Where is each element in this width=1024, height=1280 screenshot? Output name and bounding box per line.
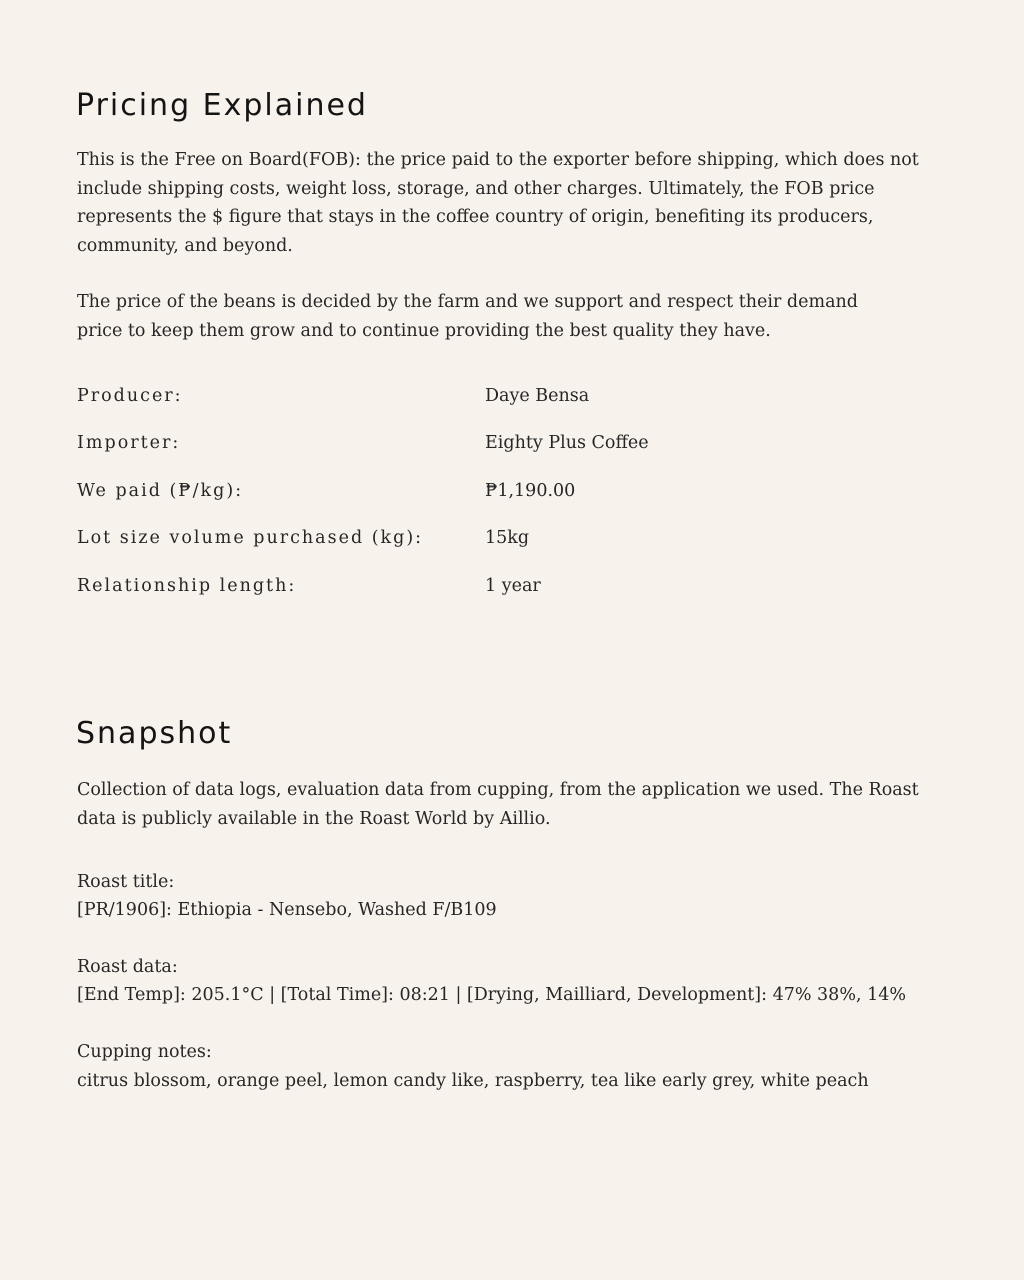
cupping-notes-value: citrus blossom, orange peel, lemon candy like, raspberry, tea like early grey, white peach (77, 1071, 869, 1091)
producer-value: Daye Bensa (485, 386, 590, 406)
price-paid-label: We paid (₱/kg): (77, 481, 244, 501)
importer-label: Importer: (77, 433, 181, 453)
producer-label: Producer: (77, 386, 183, 406)
snapshot-heading: Snapshot (76, 716, 233, 751)
lot-size-value: 15kg (485, 528, 530, 548)
importer-value: Eighty Plus Coffee (485, 433, 649, 453)
roast-data-value: [End Temp]: 205.1°C | [Total Time]: 08:21 | [Drying, Mailliard, Development]: 47% 38%, 14% (77, 985, 906, 1005)
pricing-heading: Pricing Explained (76, 88, 368, 123)
pricing-paragraph-farm: The price of the beans is decided by the farm and we support and respect their demand price to keep them grow and to continue providing the best quality they have. (77, 292, 858, 341)
pricing-paragraph-fob: This is the Free on Board(FOB): the price paid to the exporter before shipping, which does not include shipping costs, weight loss, storage, and other charges. Ultimately, the FOB price represents the $ figure that stays in the coffee country of origin, benefiting its producers, community, and beyond. (77, 150, 919, 256)
roast-data-label: Roast data: (77, 957, 178, 977)
snapshot-intro: Collection of data logs, evaluation data from cupping, from the application we used. The Roast data is publicly available in the Roast World by Aillio. (77, 780, 919, 829)
price-paid-value: ₱1,190.00 (485, 481, 576, 501)
lot-size-label: Lot size volume purchased (kg): (77, 528, 424, 548)
roast-title-value: [PR/1906]: Ethiopia - Nensebo, Washed F/B109 (77, 900, 497, 920)
roast-title-label: Roast title: (77, 872, 175, 892)
relationship-length-label: Relationship length: (77, 576, 297, 596)
relationship-length-value: 1 year (485, 576, 541, 596)
cupping-notes-label: Cupping notes: (77, 1042, 212, 1062)
